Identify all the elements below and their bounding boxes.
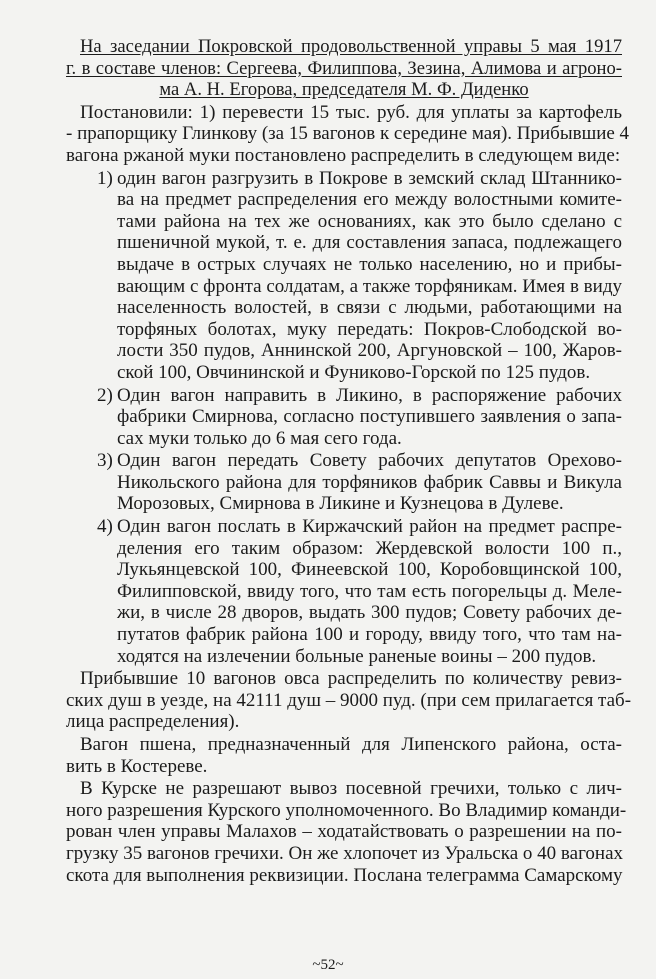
text-line: ской 100, Овчининской и Фуниково-Горской по 125 пудов. bbox=[117, 361, 591, 383]
text-line: вающим с фронта солдатам, а также торфяникам. Имея в виду bbox=[117, 275, 622, 297]
text-line: деления его таким образом: Жердевской волости 100 п., bbox=[117, 537, 622, 559]
paragraph bbox=[66, 668, 632, 733]
paragraph bbox=[66, 101, 630, 167]
heading-line: На заседании Покровской продовольственной управы 5 мая 1917 bbox=[80, 36, 622, 57]
text-line: тами района на тех же основаниях, как это было сделано с bbox=[117, 210, 622, 232]
text-line: лости 350 пудов, Аннинской 200, Аргуновской – 100, Жаров- bbox=[117, 340, 622, 362]
text-line: Один вагон направить в Ликино, в распоряжение рабочих bbox=[117, 384, 622, 406]
text-line: - прапорщику Глинкову (за 15 вагонов к середине мая). Прибывшие 4 bbox=[66, 123, 630, 145]
text-line: Постановили: 1) перевести 15 тыс. руб. для уплаты за картофель bbox=[80, 101, 622, 123]
text-line: ного разрешения Курского уполномоченного. Во Владимир команди- bbox=[66, 799, 627, 821]
text-line: Вагон пшена, предназначенный для Липенского района, оста- bbox=[80, 734, 622, 755]
text-line: путатов фабрик района 100 и городу, ввиду того, что там на- bbox=[117, 624, 622, 646]
list-item bbox=[66, 450, 622, 515]
page-number bbox=[0, 956, 656, 974]
paragraph bbox=[66, 778, 627, 886]
text-line: фабрики Смирнова, согласно поступившего заявления о запа- bbox=[117, 406, 622, 428]
heading-line: г. в составе членов: Сергеева, Филиппова, Зезина, Алимова и агроно- bbox=[66, 57, 622, 79]
text-line: один вагон разгрузить в Покрове в земский склад Штаннико- bbox=[117, 167, 622, 189]
list-item bbox=[66, 168, 622, 384]
text-line: выдаче в острых случаях не только населению, но и прибы- bbox=[117, 253, 622, 275]
paragraph bbox=[66, 734, 622, 777]
text-line: населенность волостей, в связи с людьми, работающими на bbox=[117, 297, 622, 319]
text-line: вить в Костереве. bbox=[66, 755, 208, 777]
meeting-heading bbox=[66, 36, 622, 101]
text-line: рован член управы Малахов – ходатайствовать о разрешении на по- bbox=[66, 821, 622, 843]
text-line: Филипповской, ввиду того, что там есть погорельцы д. Меле- bbox=[117, 580, 622, 602]
text-line: сах муки только до 6 мая сего года. bbox=[117, 427, 402, 449]
text-line: лица распределения). bbox=[66, 711, 240, 733]
text-line: пшеничной мукой, т. е. для составления запаса, подлежащего bbox=[117, 232, 622, 254]
text-line: ва на предмет распределения его между волостными комите- bbox=[117, 189, 622, 211]
text-line: Один вагон передать Совету рабочих депутатов Орехово- bbox=[117, 450, 622, 472]
list-item-number: 2) bbox=[97, 384, 113, 406]
document-page bbox=[66, 36, 632, 887]
text-line: В Курске не разрешают вывоз посевной гречихи, только с лич- bbox=[80, 778, 622, 800]
page-number-value: ~ 52 ~ bbox=[312, 957, 343, 973]
list-item-number: 1) bbox=[97, 167, 113, 189]
list-item bbox=[66, 516, 622, 667]
text-line: грузку 35 вагонов гречихи. Он же хлопочет из Уральска о 40 вагонах bbox=[66, 842, 624, 864]
text-line: ских душ в уезде, на 42111 душ – 9000 пуд. (при сем прилагается таб- bbox=[66, 689, 632, 711]
text-line: Никольского района для торфяников фабрик Саввы и Викула bbox=[117, 471, 622, 493]
text-line: жи, в числе 28 дворов, выдать 300 пудов; Совету рабочих де- bbox=[117, 602, 622, 624]
text-line: вагона ржаной муки постановлено распределить в следующем виде: bbox=[66, 144, 621, 166]
text-line: торфяных болотах, муку передать: Покров-Слободской во- bbox=[117, 318, 622, 340]
text-line: Прибывшие 10 вагонов овса распределить по количеству ревиз- bbox=[80, 668, 622, 690]
list-item-number: 3) bbox=[97, 450, 113, 472]
text-line: ходятся на излечении больные раненые воины – 200 пудов. bbox=[117, 645, 597, 667]
list-item bbox=[66, 385, 622, 450]
document-body bbox=[66, 101, 632, 886]
text-line: скота для выполнения реквизиции. Послана телеграмма Самарскому bbox=[66, 864, 623, 886]
text-line: Морозовых, Смирнова в Ликине и Кузнецова в Дулеве. bbox=[117, 493, 564, 515]
heading-line: ма А. Н. Егорова, председателя М. Ф. Диденко bbox=[159, 79, 529, 101]
list-item-number: 4) bbox=[97, 516, 113, 538]
text-line: Один вагон послать в Киржачский район на предмет распре- bbox=[117, 516, 622, 538]
text-line: Лукьянцевской 100, Финеевской 100, Коробовщинской 100, bbox=[117, 559, 622, 581]
